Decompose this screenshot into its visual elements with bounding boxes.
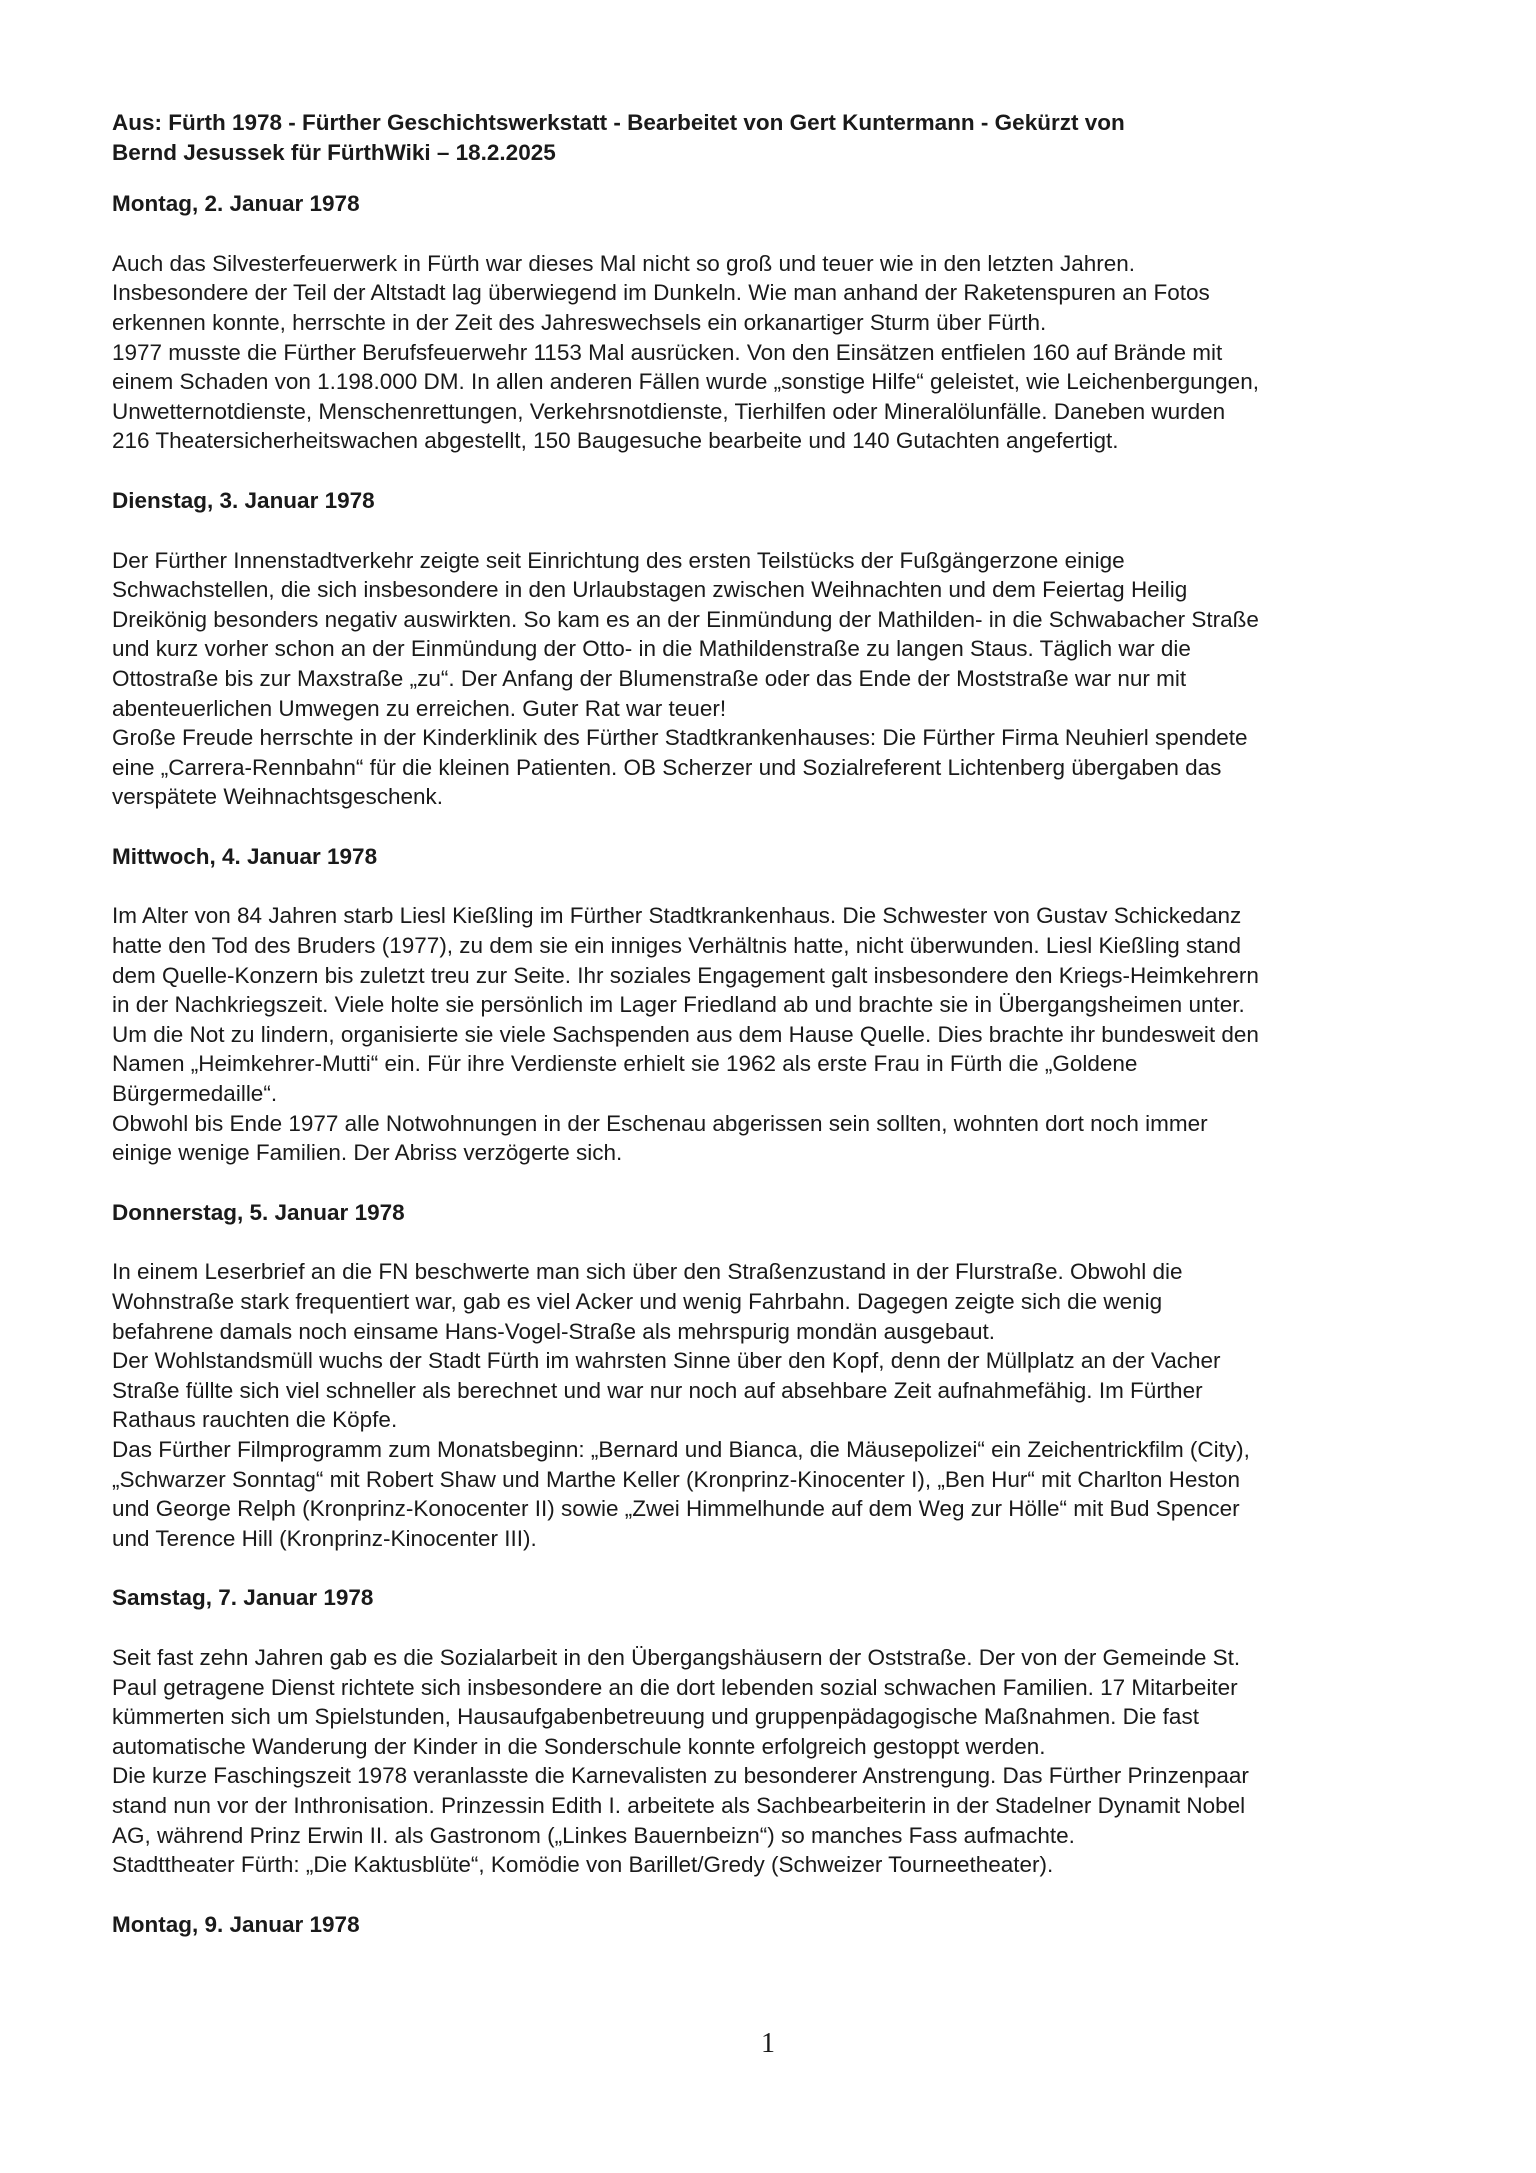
text-line: Dreikönig besonders negativ auswirkten. So kam es an der Einmündung der Mathilden- in die Schwabacher Straße [112,606,1259,632]
text-line: Straße füllte sich viel schneller als berechnet und war nur noch auf absehbare Zeit aufnahmefähig. Im Fürther [112,1377,1203,1403]
text-line: Der Fürther Innenstadtverkehr zeigte seit Einrichtung des ersten Teilstücks der Fußgängerzone einige [112,547,1125,573]
text-line: Im Alter von 84 Jahren starb Liesl Kießling im Fürther Stadtkrankenhaus. Die Schwester von Gustav Schickedanz [112,903,1242,929]
text-line: automatische Wanderung der Kinder in die Sonderschule konnte erfolgreich gestoppt werden. [112,1733,1046,1759]
text-line: Das Fürther Filmprogramm zum Monatsbeginn: „Bernard und Bianca, die Mäusepolizei“ ein Zeichentrickfilm (City), [112,1436,1250,1462]
text-line: Ottostraße bis zur Maxstraße „zu“. Der Anfang der Blumenstraße oder das Ende der Moststraße war nur mit [112,665,1187,691]
diary-entry [112,486,1430,812]
entry-text [112,901,1430,1167]
text-line: einige wenige Familien. Der Abriss verzögerte sich. [112,1140,623,1166]
entry-date-heading: Donnerstag, 5. Januar 1978 [112,1199,405,1225]
entry-date-heading: Mittwoch, 4. Januar 1978 [112,843,378,869]
text-line: Insbesondere der Teil der Altstadt lag überwiegend im Dunkeln. Wie man anhand der Raketenspuren an Fotos [112,280,1210,306]
document-body [112,108,1430,1969]
text-line: 1977 musste die Fürther Berufsfeuerwehr 1153 Mal ausrücken. Von den Einsätzen entfielen 160 auf Brände mit [112,339,1223,365]
text-line: Paul getragene Dienst richtete sich insbesondere an die dort lebenden sozial schwachen Familien. 17 Mitarbeiter [112,1674,1238,1700]
text-line: verspätete Weihnachtsgeschenk. [112,784,444,810]
diary-entry [112,1910,1430,1940]
text-line: AG, während Prinz Erwin II. als Gastronom („Linkes Bauernbeizn“) so manches Fass aufmachte. [112,1822,1075,1848]
text-line: abenteuerlichen Umwegen zu erreichen. Guter Rat war teuer! [112,695,727,721]
text-line: Große Freude herrschte in der Kinderklinik des Fürther Stadtkrankenhauses: Die Fürther Firma Neuhierl spendete [112,725,1248,751]
entry-text [112,546,1430,812]
text-line: Um die Not zu lindern, organisierte sie viele Sachspenden aus dem Hause Quelle. Dies brachte ihr bundesweit den [112,1021,1259,1047]
text-line: stand nun vor der Inthronisation. Prinzessin Edith I. arbeitete als Sachbearbeiterin in der Stadelner Dynamit Nobel [112,1792,1246,1818]
text-line: Bürgermedaille“. [112,1081,278,1107]
text-line: Schwachstellen, die sich insbesondere in den Urlaubstagen zwischen Weihnachten und dem Feiertag Heilig [112,577,1188,603]
text-line: und George Relph (Kronprinz-Konocenter II) sowie „Zwei Himmelhunde auf dem Weg zur Hölle“ mit Bud Spencer [112,1496,1240,1522]
text-line: Auch das Silvesterfeuerwerk in Fürth war dieses Mal nicht so groß und teuer wie in den letzten Jahren. [112,250,1136,276]
text-line: Der Wohlstandsmüll wuchs der Stadt Fürth im wahrsten Sinne über den Kopf, denn der Müllplatz an der Vacher [112,1348,1221,1374]
entry-date-heading: Montag, 2. Januar 1978 [112,191,360,217]
text-line: Wohnstraße stark frequentiert war, gab es viel Acker und wenig Fahrbahn. Dagegen zeigte sich die wenig [112,1289,1163,1314]
text-line: Obwohl bis Ende 1977 alle Notwohnungen in der Eschenau abgerissen sein sollten, wohnten dort noch immer [112,1110,1208,1136]
text-line: eine „Carrera-Rennbahn“ für die kleinen Patienten. OB Scherzer und Sozialreferent Lichtenberg übergaben das [112,754,1222,780]
text-line: hatte den Tod des Bruders (1977), zu dem sie ein inniges Verhältnis hatte, nicht überwunden. Liesl Kießling stand [112,933,1242,959]
diary-entries [112,189,1430,1939]
page-number: 1 [761,2028,775,2059]
entry-date-heading: Montag, 9. Januar 1978 [112,1911,360,1937]
text-line: befahrene damals noch einsame Hans-Vogel-Straße als mehrspurig mondän ausgebaut. [112,1318,996,1344]
diary-entry [112,842,1430,1168]
text-line: und kurz vorher schon an der Einmündung der Otto- in die Mathildenstraße zu langen Staus. Täglich war die [112,636,1191,662]
text-line: 216 Theatersicherheitswachen abgestellt, 150 Baugesuche bearbeite und 140 Gutachten angefertigt. [112,428,1119,454]
document-header [112,108,1430,167]
text-line: Namen „Heimkehrer-Mutti“ ein. Für ihre Verdienste erhielt sie 1962 als erste Frau in Fürth die „Goldene [112,1051,1138,1077]
text-line: Rathaus rauchten die Köpfe. [112,1407,398,1433]
diary-entry [112,189,1430,456]
text-line: Seit fast zehn Jahren gab es die Sozialarbeit in den Übergangshäusern der Oststraße. Der von der Gemeinde St. [112,1644,1241,1670]
header-line: Aus: Fürth 1978 - Fürther Geschichtswerkstatt - Bearbeitet von Gert Kuntermann - Gekürzt von [112,110,1125,135]
text-line: einem Schaden von 1.198.000 DM. In allen anderen Fällen wurde „sonstige Hilfe“ geleistet, wie Leichenbergungen, [112,369,1259,395]
text-line: dem Quelle-Konzern bis zuletzt treu zur Seite. Ihr soziales Engagement galt insbesondere den Kriegs-Heimkehrern [112,962,1259,988]
text-line: Unwetternotdienste, Menschenrettungen, Verkehrsnotdienste, Tierhilfen oder Mineralölunfälle. Daneben wurden [112,398,1226,424]
text-line: in der Nachkriegszeit. Viele holte sie persönlich im Lager Friedland ab und brachte sie in Übergangsheimen unter. [112,992,1245,1018]
text-line: und Terence Hill (Kronprinz-Kinocenter III). [112,1525,537,1551]
entry-text [112,1643,1430,1880]
text-line: „Schwarzer Sonntag“ mit Robert Shaw und Marthe Keller (Kronprinz-Kinocenter I), „Ben Hur“ mit Charlton Heston [112,1466,1240,1492]
entry-text [112,249,1430,456]
text-line: erkennen konnte, herrschte in der Zeit des Jahreswechsels ein orkanartiger Sturm über Fürth. [112,309,1047,335]
diary-entry [112,1198,1430,1554]
text-line: Die kurze Faschingszeit 1978 veranlasste die Karnevalisten zu besonderer Anstrengung. Das Fürther Prinzenpaar [112,1763,1249,1789]
diary-entry [112,1583,1430,1879]
entry-date-heading: Dienstag, 3. Januar 1978 [112,487,375,513]
text-line: Stadttheater Fürth: „Die Kaktusblüte“, Komödie von Barillet/Gredy (Schweizer Tourneetheater). [112,1852,1054,1878]
header-line: Bernd Jesussek für FürthWiki – 18.2.2025 [112,139,556,165]
entry-date-heading: Samstag, 7. Januar 1978 [112,1585,374,1611]
entry-text [112,1257,1430,1553]
text-line: In einem Leserbrief an die FN beschwerte man sich über den Straßenzustand in der Flurstraße. Obwohl die [112,1259,1183,1285]
text-line: kümmerten sich um Spielstunden, Hausaufgabenbetreuung und gruppenpädagogische Maßnahmen. Die fast [112,1704,1199,1730]
